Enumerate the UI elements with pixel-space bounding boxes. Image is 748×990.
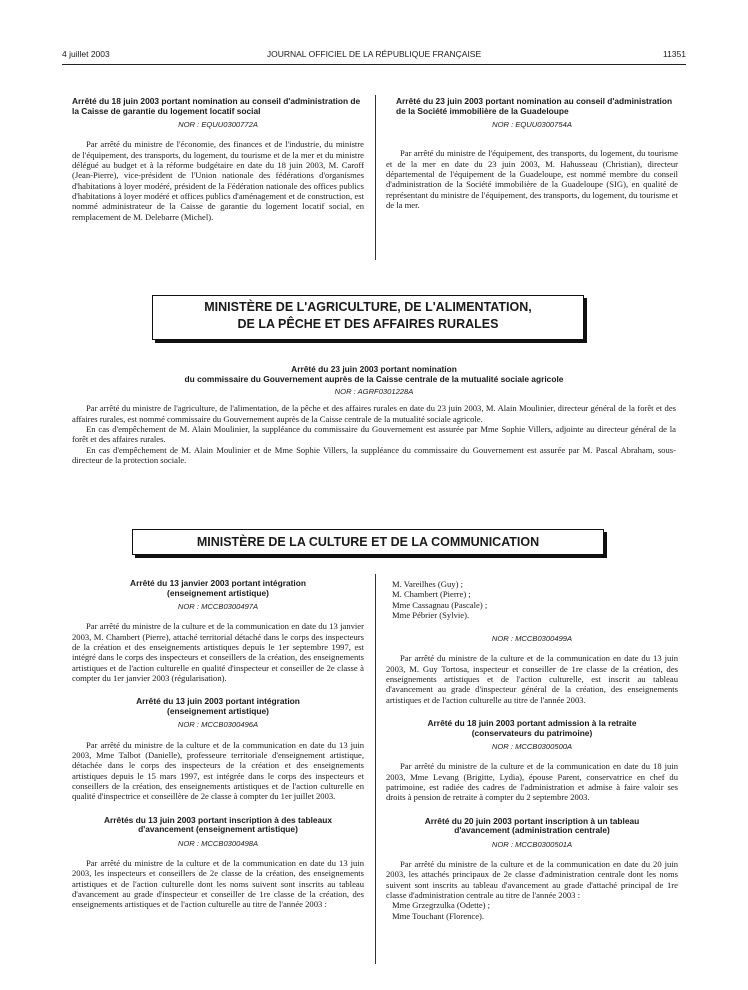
list-item: Mme Touchant (Florence).: [392, 910, 485, 921]
ministry-line: MINISTÈRE DE L'AGRICULTURE, DE L'ALIMENTATION,: [204, 300, 532, 314]
decree-nor: NOR : MCCB0300501A: [491, 839, 573, 849]
decree-ccmsa: [72, 365, 676, 465]
decree-paragraph: En cas d'empêchement de M. Alain Moulinier, la suppléance du commissaire du Gouvernement est assurée par Mme Sophie Villers, adjointe au directeur général de la forêt et des affaires rurales.: [72, 424, 676, 445]
decree-body: Par arrêté du ministre de l'équipement, des transports, du logement, du tourisme et de la mer en date du 23 juin 2003, M. Hahusseau (Christian), directeur départemental de l'équipement de la Guadeloupe, est nommé membre du conseil d'administration de la Société immobilière de la Guadeloupe (SIG), en qualité de représentant du ministre de l'équipement, des transports, du logement, du tourisme et de la mer.: [386, 148, 678, 210]
decree-cgls: [72, 97, 364, 222]
page-header: [62, 49, 686, 63]
decree-title: Arrêté du 20 juin 2003 portant inscription à un tableau d'avancement (administration centrale): [424, 815, 640, 836]
list-item: M. Chambert (Pierre) ;: [392, 589, 471, 600]
decree-body: Par arrêté du ministre de la culture et de la communication en date du 18 juin 2003, Mme Levang (Brigitte, Lydia), épouse Parent, conservatrice en chef du patrimoine, est radiée des cadres de l'administration et admise à faire valoir ses droits à pension de retraite à compter du 2 septembre 2003.: [386, 761, 678, 803]
ministry-line: MINISTÈRE DE LA CULTURE ET DE LA COMMUNICATION: [196, 535, 540, 549]
header-rule: [62, 64, 686, 65]
ministry-agriculture-banner: [152, 295, 584, 340]
decree-title: Arrêté du 18 juin 2003 portant admission à la retraite (conservateurs du patrimoine): [427, 717, 637, 738]
culture-right-column: [386, 579, 678, 921]
issue-date: 4 juillet 2003: [62, 49, 110, 59]
list-item: Mme Pébrier (Sylvie).: [392, 609, 470, 620]
decree-title: Arrêtés du 13 juin 2003 portant inscription à des tableaux d'avancement (enseignement artistique): [103, 814, 333, 835]
list-item: Mme Cassagnau (Pascale) ;: [392, 599, 488, 610]
decree-nor: NOR : MCCB0300496A: [177, 720, 259, 730]
decree-title: Arrêté du 23 juin 2003 portant nomination: [291, 364, 457, 374]
decree-nor: NOR : MCCB0300498A: [177, 838, 259, 848]
decree-body: Par arrêté du ministre de la culture et de la communication en date du 13 juin 2003, Mme Talbot (Danielle), professeure territoriale d'enseignement artistique, détachée dans le corps des inspecteurs de la création et des enseignements artistiques depuis le 15 mars 1997, est intégrée dans le corps des inspecteurs et conseillers de la création, des enseignements artistiques et de l'action culturelle en qualité d'inspectrice et conseillère de 2e classe à compter du 1er juillet 2003.: [72, 739, 364, 802]
decree-nor: NOR : AGRF0301228A: [334, 387, 414, 397]
decree-nor: NOR : MCCB0300497A: [177, 602, 259, 612]
journal-title: JOURNAL OFFICIEL DE LA RÉPUBLIQUE FRANÇAISE: [266, 49, 482, 59]
culture-left-column: [72, 579, 364, 910]
list-item: M. Vareilhes (Guy) ;: [392, 579, 463, 589]
decree-paragraph: En cas d'empêchement de M. Alain Moulinier et de Mme Sophie Villers, la suppléance du commissaire du Gouvernement est assurée par M. Pascal Abraham, sous-directeur de la protection sociale.: [72, 444, 676, 465]
decree-title: du commissaire du Gouvernement auprès de la Caisse centrale de la mutualité sociale agricole: [184, 373, 564, 384]
list-item: Mme Grzegrzulka (Odette) ;: [392, 900, 491, 911]
decree-body: Par arrêté du ministre de la culture et de la communication en date du 13 juin 2003, M. Guy Tortosa, inspecteur et conseiller de 1re classe de la création, des enseignements artistiques et de l'action culturelle, est inscrit au tableau d'avancement au grade d'inspecteur général de la création, des enseignements artistiques et de l'action culturelle au titre de l'année 2003.: [386, 653, 678, 705]
decree-nor: NOR : MCCB0300500A: [491, 742, 573, 752]
decree-title: Arrêté du 13 juin 2003 portant intégration (enseignement artistique): [136, 696, 300, 716]
decree-title: Arrêté du 18 juin 2003 portant nomination au conseil d'administration de la Caisse de garantie du logement locatif social: [72, 96, 361, 116]
decree-title: Arrêté du 23 juin 2003 portant nomination au conseil d'administration de la Société immobilière de la Guadeloupe: [396, 96, 673, 116]
decree-body: Par arrêté du ministre de la culture et de la communication en date du 13 janvier 2003, M. Chambert (Pierre), attaché territorial détaché dans le corps des inspecteurs de la création et des enseignements artistiques depuis le 1er septembre 1997, est intégré dans le corps des inspecteurs et conseillers de la création, des enseignements artistiques et de l'action culturelle en qualité d'inspecteur et conseiller de 2e classe à compter du 1er janvier 2003 (régularisation).: [72, 621, 364, 683]
decree-sig: [386, 97, 678, 210]
decree-body: Par arrêté du ministre de la culture et de la communication en date du 13 juin 2003, les inspecteurs et conseillers de 2e classe de la création, des enseignements artistiques et de l'action culturelle dont les noms suivent sont inscrits au tableau d'avancement au grade d'inspecteur et conseiller de 1re classe de la création, des enseignements artistiques et de l'action culturelle au titre de l'année 2003 :: [72, 858, 364, 910]
ministry-culture-banner: [132, 529, 604, 555]
decree-body: Par arrêté du ministre de l'économie, des finances et de l'industrie, du ministre de l'équipement, des transports, du logement, du tourisme et de la mer et du ministre délégué au budget et à la réforme budgétaire en date du 18 juin 2003, M. Caroff (Jean-Pierre), vice-président de l'Union nationale des fédérations d'organismes d'habitations à loyer modéré, président de la Fédération nationale des offices publics d'habitations à loyer modéré et offices publics d'aménagement et de construction, est nommé administrateur de la Caisse de garantie du logement locatif social, en remplacement de M. Delebarre (Michel).: [72, 139, 364, 222]
column-divider: [375, 574, 376, 964]
decree-nor: NOR : EQUU0300772A: [178, 120, 258, 130]
page-number: 11351: [662, 49, 686, 59]
decree-body: Par arrêté du ministre de la culture et de la communication en date du 20 juin 2003, les attachés principaux de 2e classe d'administration centrale dont les noms suivent sont inscrits au tableau d'avancement au grade d'attaché principal de 1re classe d'administration centrale au titre de l'année 2003 :: [386, 859, 678, 901]
decree-nor: NOR : MCCB0300499A: [491, 634, 573, 644]
ministry-line: DE LA PÊCHE ET DES AFFAIRES RURALES: [237, 317, 499, 331]
decree-paragraph: Par arrêté du ministre de l'agriculture, de l'alimentation, de la pêche et des affaires rurales en date du 23 juin 2003, M. Alain Moulinier, directeur général de la forêt et des affaires rurales, est nommé commissaire du Gouvernement auprès de la Caisse centrale de la mutualité sociale agricole.: [72, 403, 676, 424]
decree-nor: NOR : EQUU0300754A: [492, 120, 572, 130]
column-divider: [375, 95, 376, 260]
decree-title: Arrêté du 13 janvier 2003 portant intégration (enseignement artistique): [130, 578, 306, 598]
